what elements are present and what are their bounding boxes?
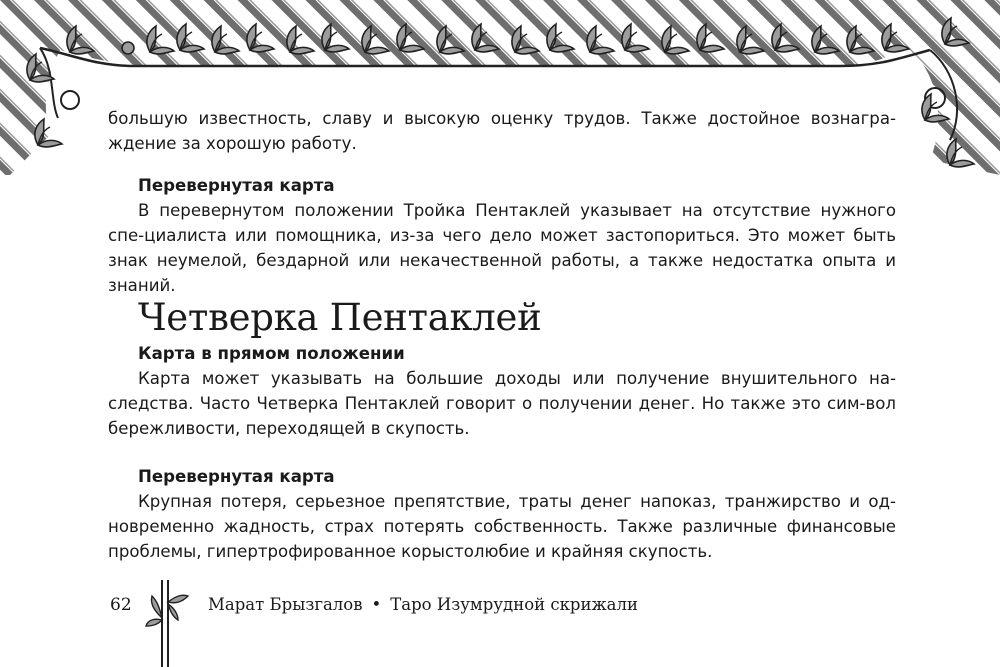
paragraph-three-reversed: В перевернутом положении Тройка Пентаклей указывает на отсутствие нужного спе-циалиста или помощника, из-за чего дело может застопориться. Это может быть знак неумелой, бездарной или некачественной работы, а также недостатка опыта и знаний.	[108, 201, 896, 295]
section-four-of-pentacles	[108, 295, 896, 441]
book-title: Таро Изумрудной скрижали	[390, 595, 638, 614]
subheading-reversed-card: Перевернутая карта	[138, 176, 335, 195]
page-footer	[0, 580, 1000, 667]
subheading-reversed-card-2: Перевернутая карта	[138, 467, 335, 486]
paragraph-four-reversed: Крупная потеря, серьезное препятствие, траты денег напоказ, транжирство и од-новременно жадность, страх потерять собственность. Также различные финансовые проблемы, гипертрофированное корыстолюбие и крайняя скупость.	[108, 492, 896, 561]
section-heading: Четверка Пентаклей	[138, 296, 542, 339]
subheading-upright-card: Карта в прямом положении	[138, 344, 405, 363]
book-author: Марат Брызгалов	[208, 595, 363, 614]
page-number: 62	[110, 595, 132, 615]
body-text-top	[108, 106, 896, 156]
section-three-reversed	[108, 173, 896, 298]
title-separator: •	[371, 595, 382, 614]
leaf-sprig-icon	[140, 580, 200, 667]
paragraph-continuation: большую известность, славу и высокую оценку трудов. Также достойное вознагра-ждение за хорошую работу.	[108, 109, 896, 153]
section-four-reversed	[108, 464, 896, 564]
running-title	[208, 595, 638, 614]
paragraph-four-upright: Карта может указывать на большие доходы или получение внушительного на-следства. Часто Четверка Пентаклей говорит о получении денег. Но также это сим-вол бережливости, переходящей в скупость.	[108, 369, 896, 438]
